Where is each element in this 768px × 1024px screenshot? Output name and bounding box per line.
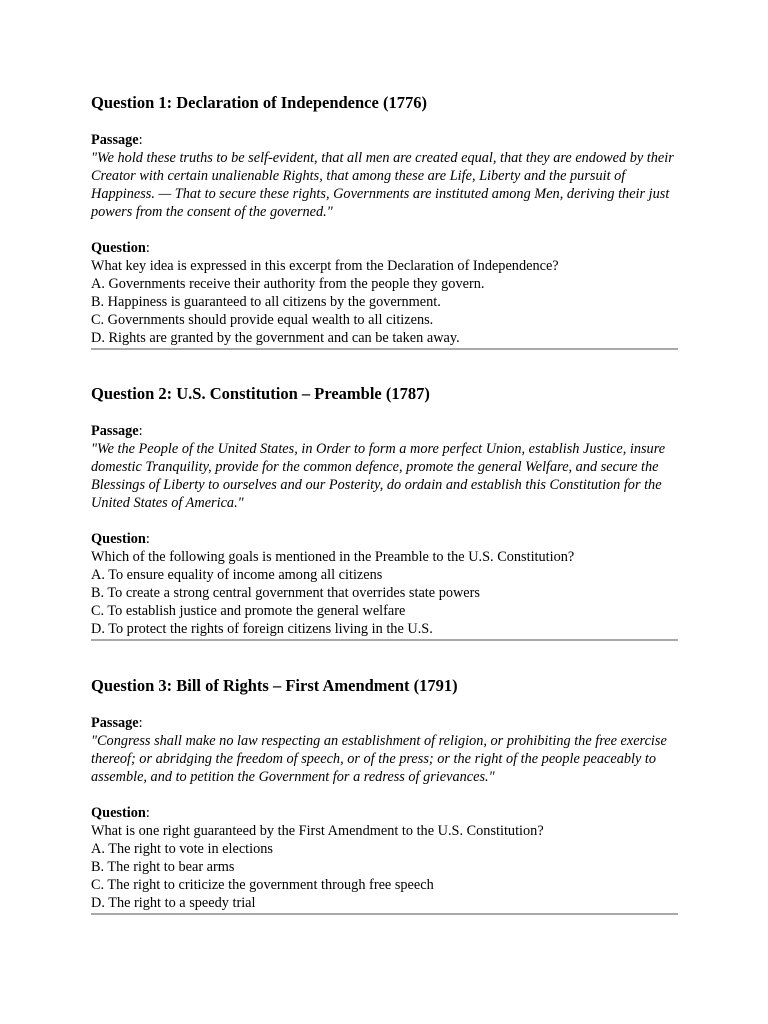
question-label-text: Question <box>91 240 146 256</box>
question-title: Question 2: U.S. Constitution – Preamble (1787) <box>91 384 430 403</box>
passage-text: "We hold these truths to be self-evident, that all men are created equal, that they are endowed by their Creator with certain unalienable Rights, that among these are Life, Liberty and the pursuit of Happiness. — That to secure these rights, Governments are instituted among Men, deriving their just powers from the consent of the governed." <box>91 150 674 220</box>
option-d: D. To protect the rights of foreign citizens living in the U.S. <box>91 621 433 637</box>
passage-label: Passage: <box>91 715 143 731</box>
passage-text: "Congress shall make no law respecting an establishment of religion, or prohibiting the free exercise thereof; or abridging the freedom of speech, or of the press; or the right of the people peaceably to assemble, and to petition the Government for a redress of grievances." <box>91 733 667 785</box>
passage-label-text: Passage <box>91 132 139 148</box>
option-a: A. The right to vote in elections <box>91 841 273 857</box>
section-divider <box>91 348 678 350</box>
question-block-1 <box>91 93 678 350</box>
question-text: What key idea is expressed in this excerpt from the Declaration of Independence? <box>91 258 559 274</box>
option-d: D. Rights are granted by the government and can be taken away. <box>91 330 460 346</box>
option-a: A. To ensure equality of income among all citizens <box>91 567 383 583</box>
option-b: B. To create a strong central government that overrides state powers <box>91 585 480 601</box>
option-c: C. Governments should provide equal wealth to all citizens. <box>91 312 434 328</box>
option-b: B. The right to bear arms <box>91 859 235 875</box>
question-block-2 <box>91 384 678 641</box>
passage-label-text: Passage <box>91 423 139 439</box>
passage-label-text: Passage <box>91 715 139 731</box>
question-label-text: Question <box>91 805 146 821</box>
option-d: D. The right to a speedy trial <box>91 895 256 911</box>
question-label-text: Question <box>91 531 146 547</box>
question-title: Question 3: Bill of Rights – First Amendment (1791) <box>91 676 458 695</box>
question-text: Which of the following goals is mentioned in the Preamble to the U.S. Constitution? <box>91 549 575 565</box>
option-c: C. To establish justice and promote the general welfare <box>91 603 406 619</box>
question-block-3 <box>91 676 678 915</box>
question-label: Question: <box>91 531 150 547</box>
question-label: Question: <box>91 805 150 821</box>
passage-label: Passage: <box>91 423 143 439</box>
option-a: A. Governments receive their authority from the people they govern. <box>91 276 485 292</box>
option-b: B. Happiness is guaranteed to all citizens by the government. <box>91 294 441 310</box>
passage-text: "We the People of the United States, in Order to form a more perfect Union, establish Justice, insure domestic Tranquility, provide for the common defence, promote the general Welfare, and secure the Blessings of Liberty to ourselves and our Posterity, do ordain and establish this Constitution for the United States of America." <box>91 441 666 511</box>
section-divider <box>91 913 678 915</box>
question-title: Question 1: Declaration of Independence (1776) <box>91 93 427 112</box>
question-text: What is one right guaranteed by the First Amendment to the U.S. Constitution? <box>91 823 544 839</box>
question-label: Question: <box>91 240 150 256</box>
option-c: C. The right to criticize the government through free speech <box>91 877 434 893</box>
passage-label: Passage: <box>91 132 143 148</box>
section-divider <box>91 639 678 641</box>
